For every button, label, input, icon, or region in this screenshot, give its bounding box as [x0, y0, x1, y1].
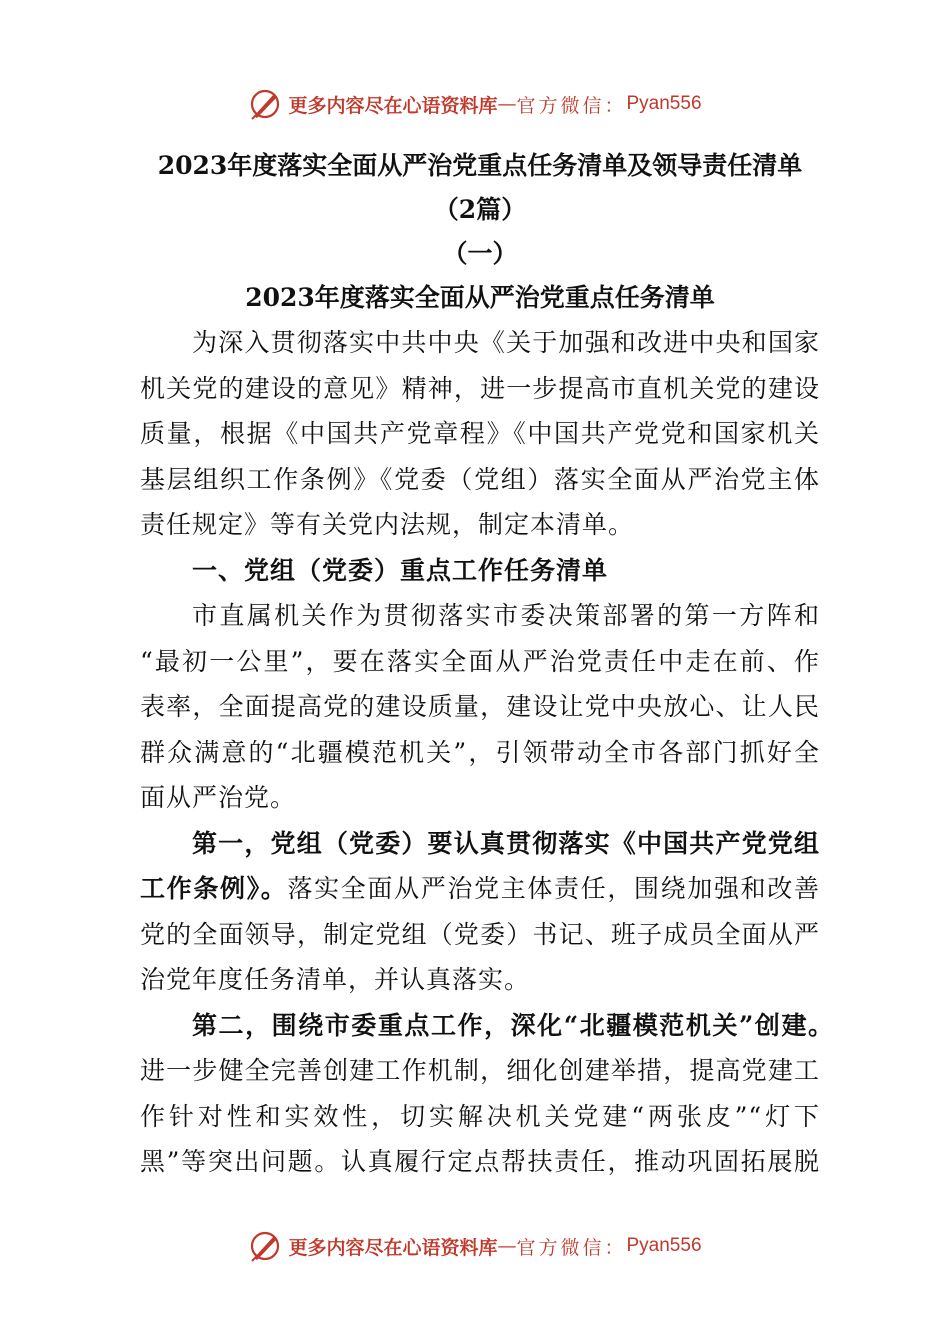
- banner-separator: —: [497, 1235, 517, 1257]
- intro-paragraph: [140, 320, 820, 548]
- para2-bold-phrase: 工作条例》。: [140, 874, 288, 903]
- para1-line: “最初一公里”，要在落实全面从严治党责任中走在前、作: [140, 646, 820, 676]
- para2-line: 治党年度任务清单，并认真落实。: [140, 965, 531, 994]
- document-title: 2023年度落实全面从严治党重点任务清单及领导责任清单: [157, 151, 803, 180]
- para3-line: 作针对性和实效性，切实解决机关党建“两张皮”“灯下: [140, 1101, 820, 1131]
- part-label: （一）: [442, 239, 518, 268]
- intro-line: 机关党的建设的意见》精神，进一步提高市直机关党的建设: [140, 373, 820, 403]
- banner-separator: —: [497, 93, 517, 115]
- para1-line: 群众满意的“北疆模范机关”，引领带动全市各部门抓好全: [140, 737, 820, 767]
- para3-line: 进一步健全完善创建工作机制，细化创建举措，提高党建工: [140, 1056, 820, 1085]
- footer-banner: [0, 1226, 950, 1266]
- intro-line: 质量，根据《中国共产党章程》《中国共产党党和国家机关: [140, 419, 820, 448]
- para3-bold-line: 第二，围绕市委重点工作，深化“北疆模范机关”创建。: [192, 1010, 834, 1040]
- document-body: [140, 140, 834, 1185]
- pen-logo-icon: [248, 1228, 284, 1264]
- para1-line: 表率，全面提高党的建设质量，建设让党中央放心、让人民: [140, 692, 820, 721]
- para2-line: 党的全面领导，制定党组（党委）书记、班子成员全面从严: [140, 919, 820, 949]
- banner-wechat-label: 官方微信：: [516, 1236, 627, 1259]
- paragraph-2: [140, 821, 820, 1003]
- para1-line: 面从严治党。: [140, 783, 297, 812]
- section-title: 2023年度落实全面从严治党重点任务清单: [245, 283, 715, 312]
- para3-line: 黑”等突出问题。认真履行定点帮扶责任，推动巩固拓展脱: [140, 1147, 820, 1176]
- banner-wechat-id: Pyan556: [626, 93, 702, 114]
- banner-wechat-label: 官方微信：: [516, 94, 627, 117]
- banner-brand: 更多内容尽在心语资料库: [288, 1236, 498, 1259]
- para2-line-rest: 落实全面从严治党主体责任，围绕加强和改善: [287, 874, 820, 903]
- pen-logo-icon: [248, 86, 284, 122]
- para2-bold-line: 第一，党组（党委）要认真贯彻落实《中国共产党党组: [192, 828, 820, 858]
- paragraph-1: [140, 593, 820, 821]
- intro-line: 为深入贯彻落实中共中央《关于加强和改进中央和国家: [192, 328, 820, 357]
- intro-line: 基层组织工作条例》《党委（党组）落实全面从严治党主体: [140, 464, 820, 494]
- para2-line: [140, 866, 820, 912]
- paragraph-3: [140, 1003, 834, 1185]
- banner-wechat-id: Pyan556: [626, 1235, 702, 1256]
- intro-line: 责任规定》等有关党内法规，制定本清单。: [140, 510, 635, 539]
- banner-brand: 更多内容尽在心语资料库: [288, 94, 498, 117]
- heading-1: 一、党组（党委）重点工作任务清单: [192, 555, 609, 585]
- para1-line: 市直属机关作为贯彻落实市委决策部署的第一方阵和: [192, 601, 820, 630]
- header-banner: [0, 84, 950, 124]
- document-subtitle: （2篇）: [433, 195, 527, 224]
